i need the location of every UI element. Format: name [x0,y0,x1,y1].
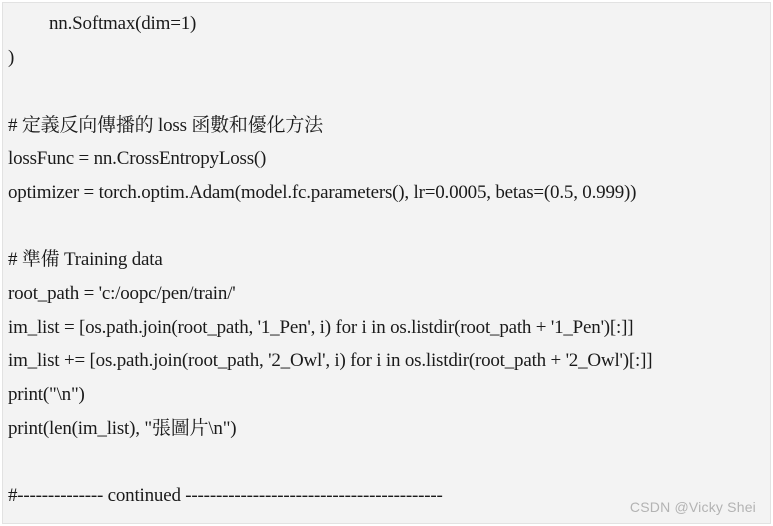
code-comment-training-data: # 準備 Training data [8,249,163,270]
code-line-optimizer: optimizer = torch.optim.Adam(model.fc.parameters(), lr=0.0005, betas=(0.5, 0.999)) [8,182,637,203]
code-line-print-newline: print("\n") [8,384,85,405]
code-line-root-path: root_path = 'c:/oopc/pen/train/' [8,283,236,304]
watermark: CSDN @Vicky Shei [629,499,756,515]
code-comment-continued: #-------------- continued ------------------------------------------ [8,485,443,506]
code-comment-loss: # 定義反向傳播的 loss 函數和優化方法 [8,115,323,136]
code-line-softmax: nn.Softmax(dim=1) [49,13,197,34]
code-block [2,2,771,524]
code-line-print-len: print(len(im_list), "張圖片\n") [8,418,237,439]
code-line-im-list-append: im_list += [os.path.join(root_path, '2_Owl', i) for i in os.listdir(root_path + '2_Owl')[:]] [8,350,653,371]
code-line-lossfunc: lossFunc = nn.CrossEntropyLoss() [8,148,267,169]
code-line-im-list: im_list = [os.path.join(root_path, '1_Pen', i) for i in os.listdir(root_path + '1_Pen')[:]] [8,317,634,338]
code-line-close-paren: ) [8,47,15,68]
